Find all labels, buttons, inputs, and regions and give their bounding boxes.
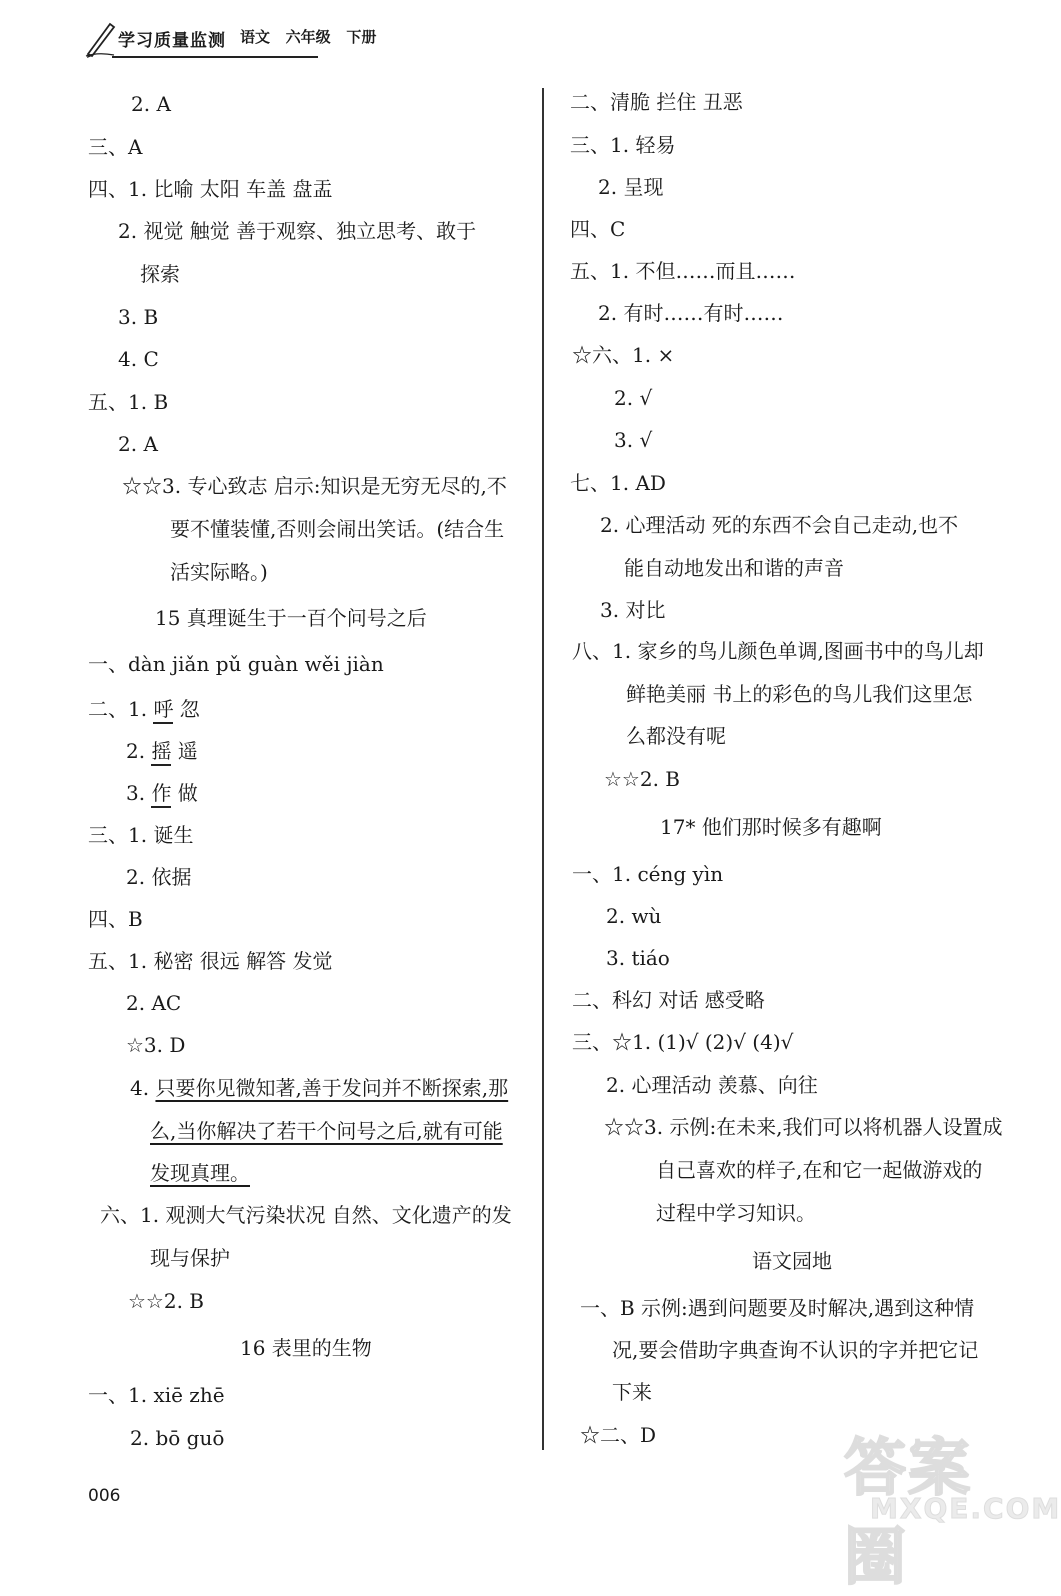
answer-line: 2. 心理活动 死的东西不会自己走动,也不 xyxy=(600,513,959,537)
answer-line: 2. 心理活动 羡慕、向往 xyxy=(606,1073,818,1097)
pinyin-line: 3. tiáo xyxy=(606,946,670,970)
item-text: 忽 xyxy=(173,697,200,721)
answer-line: 2. 视觉 触觉 善于观察、独立思考、敢于 xyxy=(118,219,477,243)
answer-line: 鲜艳美丽 书上的彩色的鸟儿我们这里怎 xyxy=(626,682,973,706)
answer-line: 二、科幻 对话 感受略 xyxy=(572,988,765,1012)
answer-line: 2. 呈现 xyxy=(598,175,664,199)
item-text: 做 xyxy=(171,781,198,805)
answer-line: 五、1. 不但……而且…… xyxy=(570,259,796,283)
pinyin-line: 一、1. xiē zhē xyxy=(88,1383,225,1407)
underlined-sentence: 只要你见微知著,善于发问并不断探索,那 xyxy=(155,1076,509,1100)
header-rule xyxy=(112,56,318,58)
answer-line: 3. 对比 xyxy=(600,598,666,622)
answer-line xyxy=(126,738,198,764)
answer-line: 二、清脆 拦住 丑恶 xyxy=(570,90,743,114)
section-heading-yuwen-yuandi: 语文园地 xyxy=(752,1249,832,1273)
answer-line: 三、1. 诞生 xyxy=(88,823,194,847)
underlined-char: 作 xyxy=(151,781,171,808)
item-number: 2. xyxy=(126,739,152,763)
page-header xyxy=(84,18,404,58)
item-text: 遥 xyxy=(171,739,198,763)
answer-line: ☆3. D xyxy=(126,1033,186,1057)
watermark-logo xyxy=(826,1416,1061,1593)
answer-line: 么都没有呢 xyxy=(626,724,726,748)
underlined-sentence: 发现真理。 xyxy=(150,1161,250,1185)
answer-line: 过程中学习知识。 xyxy=(656,1201,816,1225)
answer-line: 活实际略。) xyxy=(170,560,268,584)
answer-line: 三、☆1. (1)√ (2)√ (4)√ xyxy=(572,1030,794,1054)
pinyin-line: 一、1. céng yìn xyxy=(572,862,724,886)
section-heading-16: 16 表里的生物 xyxy=(240,1336,372,1360)
answer-line: 三、A xyxy=(88,135,143,159)
answer-line: 八、1. 家乡的鸟儿颜色单调,图画书中的鸟儿却 xyxy=(572,639,984,663)
answer-line: 七、1. AD xyxy=(570,471,666,495)
answer-line: 2. A xyxy=(131,92,171,116)
answer-line: 能自动地发出和谐的声音 xyxy=(624,556,844,580)
pinyin-line: 2. wù xyxy=(606,904,662,928)
watermark-url: MXQE.COM xyxy=(870,1492,1061,1525)
pinyin-line: 2. bō guō xyxy=(130,1426,225,1450)
answer-line: ☆☆2. B xyxy=(604,767,680,791)
answer-line: 2. A xyxy=(118,432,158,456)
section-heading-15: 15 真理诞生于一百个问号之后 xyxy=(155,606,427,630)
answer-line: 一、B 示例:遇到问题要及时解决,遇到这种情 xyxy=(580,1296,975,1320)
answer-line: 2. AC xyxy=(126,991,182,1015)
answer-line: 2. √ xyxy=(614,386,653,410)
answer-line: 4. C xyxy=(118,347,159,371)
answer-line-underlined xyxy=(150,1160,250,1186)
answer-line-underlined xyxy=(150,1118,503,1144)
answer-line: 3. √ xyxy=(614,428,653,452)
answer-line: 自己喜欢的样子,在和它一起做游戏的 xyxy=(656,1158,983,1182)
answer-line: ☆六、1. × xyxy=(572,343,675,367)
item-number: 4. xyxy=(130,1076,156,1100)
answer-line: 下来 xyxy=(612,1380,652,1404)
underlined-sentence: 么,当你解决了若干个问号之后,就有可能 xyxy=(150,1119,503,1143)
pinyin-line: 一、dàn jiǎn pǔ guàn wěi jiàn xyxy=(88,652,384,676)
answer-line: 现与保护 xyxy=(150,1246,230,1270)
answer-line: 六、1. 观测大气污染状况 自然、文化遗产的发 xyxy=(100,1203,512,1227)
answer-line: 五、1. B xyxy=(88,390,169,414)
answer-line: 四、1. 比喻 太阳 车盖 盘盂 xyxy=(88,177,333,201)
answer-line: 2. 有时……有时…… xyxy=(598,301,784,325)
answer-line: 五、1. 秘密 很远 解答 发觉 xyxy=(88,949,333,973)
answer-line xyxy=(88,696,200,722)
underlined-char: 呼 xyxy=(153,697,173,724)
section-heading-17: 17* 他们那时候多有趣啊 xyxy=(660,815,882,839)
answer-line: 四、B xyxy=(88,907,143,931)
answer-line xyxy=(130,1075,508,1101)
answer-line: 况,要会借助字典查询不认识的字并把它记 xyxy=(612,1338,979,1362)
item-number: 3. xyxy=(126,781,152,805)
underlined-char: 摇 xyxy=(151,739,171,766)
answer-line: ☆二、D xyxy=(580,1423,657,1447)
answer-line: 四、C xyxy=(570,217,626,241)
answer-line: ☆☆3. 专心致志 启示:知识是无穷无尽的,不 xyxy=(122,474,507,498)
answer-line xyxy=(126,780,198,806)
book-title: 学习质量监测 xyxy=(118,31,226,51)
answer-line: 3. B xyxy=(118,305,159,329)
answer-line: 探索 xyxy=(140,262,180,286)
pen-icon xyxy=(84,18,118,58)
column-divider xyxy=(542,88,544,1450)
answer-line: ☆☆3. 示例:在未来,我们可以将机器人设置成 xyxy=(604,1115,1003,1139)
page-number: 006 xyxy=(88,1486,121,1506)
answer-line: 要不懂装懂,否则会闹出笑话。(结合生 xyxy=(170,517,505,541)
answer-line: 2. 依据 xyxy=(126,865,192,889)
book-meta: 语文 六年级 下册 xyxy=(240,28,377,46)
answer-line: ☆☆2. B xyxy=(128,1289,204,1313)
watermark-text: 答案圈 xyxy=(844,1431,973,1593)
item-number: 二、1. xyxy=(88,697,154,721)
answer-line: 三、1. 轻易 xyxy=(570,133,676,157)
